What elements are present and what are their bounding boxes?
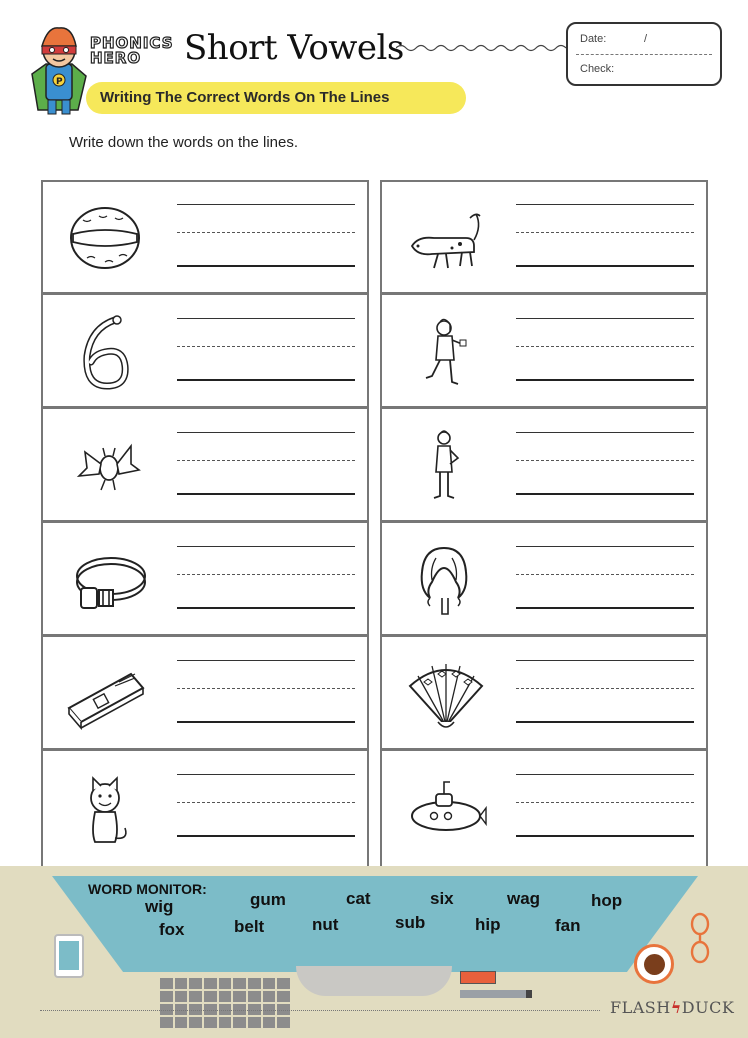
writing-guide-top [516, 660, 694, 661]
word-bank-item: cat [346, 889, 371, 908]
flash-duck-logo: FLASHϟDUCK [610, 998, 735, 1017]
glasses-icon [690, 912, 710, 966]
date-check-box [566, 22, 722, 86]
walnut-icon [65, 196, 149, 280]
lightning-bolt-icon: ϟ [670, 998, 682, 1017]
writing-guide-midline [516, 460, 694, 461]
word-bank-item: wag [507, 889, 541, 908]
phonics-hero-mascot-icon [28, 24, 90, 118]
coffee-cup-icon [634, 944, 674, 984]
subtitle: Writing The Correct Words On The Lines [100, 89, 390, 106]
writing-guide-baseline[interactable] [516, 835, 694, 837]
word-bank-item: fox [159, 920, 185, 939]
writing-guide-top [177, 660, 355, 661]
writing-guide-midline [177, 688, 355, 689]
word-bank-item: gum [250, 890, 286, 909]
writing-guide-midline [516, 574, 694, 575]
word-bank-item: hop [591, 891, 623, 910]
right-picture-column [380, 180, 708, 868]
writing-guide-baseline[interactable] [177, 379, 355, 381]
date-check-divider [576, 54, 712, 55]
word-bank-item: belt [234, 917, 265, 936]
keyboard-icon [158, 976, 292, 1030]
tablet-icon [54, 934, 84, 978]
submarine-icon [404, 766, 488, 850]
writing-guide-baseline[interactable] [516, 721, 694, 723]
writing-guide-baseline[interactable] [177, 265, 355, 267]
writing-guide-midline [177, 574, 355, 575]
word-bank-item: wig [145, 897, 174, 916]
writing-guide-baseline[interactable] [177, 721, 355, 723]
word-bank-item: sub [395, 913, 426, 932]
writing-row [43, 182, 367, 295]
belt-icon [65, 538, 149, 622]
writing-row [43, 524, 367, 637]
writing-guide-midline [516, 232, 694, 233]
writing-guide-top [516, 546, 694, 547]
hand-fan-icon [404, 652, 488, 736]
writing-guide-baseline[interactable] [177, 493, 355, 495]
page-title: Short Vowels [184, 28, 404, 68]
hand-on-hip-icon [404, 424, 488, 508]
writing-row [43, 638, 367, 751]
word-bank-item: six [430, 889, 454, 908]
writing-guide-midline [516, 688, 694, 689]
word-monitor-label: WORD MONITOR: [88, 881, 207, 897]
writing-row [43, 296, 367, 409]
writing-guide-top [177, 432, 355, 433]
writing-guide-top [516, 204, 694, 205]
instruction-text: Write down the words on the lines. [69, 134, 299, 151]
writing-row [382, 638, 706, 751]
check-label: Check: [580, 63, 615, 75]
writing-row [382, 182, 706, 295]
writing-row [43, 410, 367, 523]
girl-hopping-icon [404, 310, 488, 394]
cat-icon [65, 766, 149, 850]
writing-row [382, 296, 706, 409]
word-bank-item: fan [555, 916, 581, 935]
word-bank-item: nut [312, 915, 339, 934]
number-six-icon [65, 310, 149, 394]
eraser-icon [460, 971, 496, 984]
writing-row [382, 410, 706, 523]
writing-guide-baseline[interactable] [516, 493, 694, 495]
writing-guide-top [177, 546, 355, 547]
left-picture-column [41, 180, 369, 868]
dog-wagging-tail-icon [404, 196, 488, 280]
writing-guide-baseline[interactable] [516, 265, 694, 267]
writing-guide-top [516, 318, 694, 319]
svg-text:P: P [56, 77, 63, 87]
writing-guide-baseline[interactable] [177, 607, 355, 609]
writing-guide-top [177, 318, 355, 319]
date-separator: / [644, 33, 648, 45]
writing-guide-top [177, 774, 355, 775]
writing-guide-baseline[interactable] [516, 379, 694, 381]
writing-guide-midline [177, 346, 355, 347]
writing-guide-midline [177, 232, 355, 233]
writing-guide-midline [516, 802, 694, 803]
flying-bat-icon [65, 424, 149, 508]
writing-guide-midline [177, 802, 355, 803]
wavy-line-decoration [396, 40, 566, 56]
writing-row [382, 752, 706, 865]
monitor-stand [296, 966, 452, 996]
writing-guide-baseline[interactable] [516, 607, 694, 609]
word-bank-item: hip [475, 915, 501, 934]
phonics-hero-logo: PHONICS HERO [90, 34, 174, 67]
writing-row [382, 524, 706, 637]
desk-edge-dotted-line [40, 1010, 600, 1011]
writing-guide-top [516, 432, 694, 433]
writing-guide-top [177, 204, 355, 205]
chewing-gum-icon [65, 652, 149, 736]
writing-row [43, 752, 367, 865]
writing-guide-baseline[interactable] [177, 835, 355, 837]
writing-guide-midline [516, 346, 694, 347]
pencil-icon [460, 990, 532, 998]
writing-guide-top [516, 774, 694, 775]
date-label: Date: [580, 33, 607, 45]
writing-guide-midline [177, 460, 355, 461]
wig-icon [404, 538, 488, 622]
